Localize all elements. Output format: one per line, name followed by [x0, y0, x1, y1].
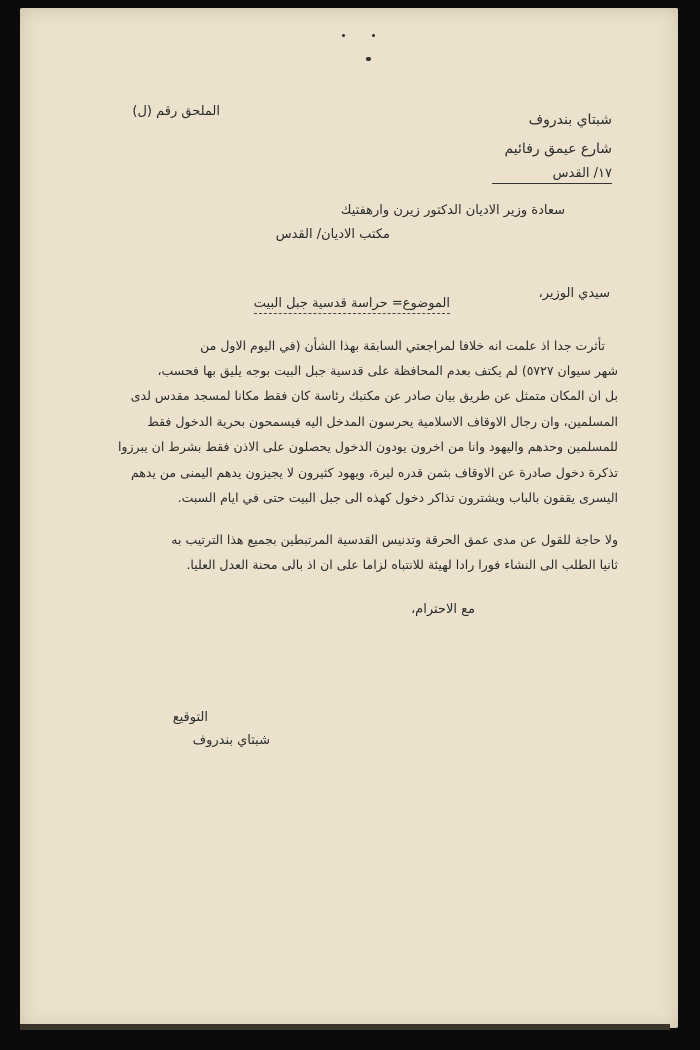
- closing: مع الاحترام،: [410, 602, 475, 617]
- body-line: للمسلمين وحدهم واليهود وانا من اخرون يودون الدخول يحصلون على الاذن فقط بشرط ان يبرزوا: [118, 439, 618, 454]
- body2-line: ثانيا الطلب الى النشاء فورا رادا لهيئة للانتباه لزاما على ان اذ بالى محنة العدل العليا.: [186, 557, 618, 572]
- punch-dot: [372, 34, 375, 37]
- page-shadow-edge: [20, 1024, 670, 1030]
- body-line: شهر سيوان ٥٧٢٧) لم يكتف بعدم المحافظة على قدسية جبل البيت بوجه يليق بها فحسب،: [157, 363, 618, 378]
- signature-label: التوقيع: [172, 710, 208, 725]
- sender-name: شبتاي بندروف: [528, 112, 612, 128]
- subject-line: الموضوع= حراسة قدسية جبل البيت: [254, 296, 450, 314]
- body-line: المسلمين، وان رجال الاوقاف الاسلامية يحرسون المدخل اليه فيسمحون بحرية الدخول فقط: [147, 414, 618, 429]
- salutation: سيدي الوزير،: [538, 286, 610, 301]
- sender-street: شارع عيمق رفائيم: [504, 141, 612, 157]
- appendix-label: الملحق رقم (ل): [132, 104, 220, 119]
- sender-date-city: ١٧/ القدس: [492, 166, 612, 184]
- body-line: اليسرى يقفون بالباب ويشترون تذاكر دخول كهذه الى جبل البيت حتى في ايام السبت.: [177, 490, 618, 505]
- signature-name: شبتاي بندروف: [192, 733, 270, 748]
- body2-line: ولا حاجة للقول عن مدى عمق الحرقة وتدنيس القدسية المرتبطين بجميع هذا الترتيب به: [171, 532, 618, 547]
- body-line: تأثرت جدا اذ علمت انه خلافا لمراجعتي السابقة بهذا الشأن (في اليوم الاول من: [200, 338, 605, 353]
- recipient-line1: سعادة وزير الاديان الدكتور زيرن وارهفتيك: [340, 203, 565, 218]
- body-line: بل ان المكان متمثل عن طريق بيان صادر عن مكتبك رئاسة كان فقط مكانا لمسجد مقدس لدى: [130, 388, 618, 403]
- document-page: [20, 8, 678, 1028]
- recipient-line2: مكتب الاديان/ القدس: [275, 227, 390, 242]
- punch-dot: [342, 34, 345, 37]
- body-line: تذكرة دخول صادرة عن الاوقاف بثمن قدره ليرة، ويهود كثيرون لا يجيزون يدهم اليمنى من يدهم: [130, 465, 618, 480]
- punch-dot: [366, 57, 371, 61]
